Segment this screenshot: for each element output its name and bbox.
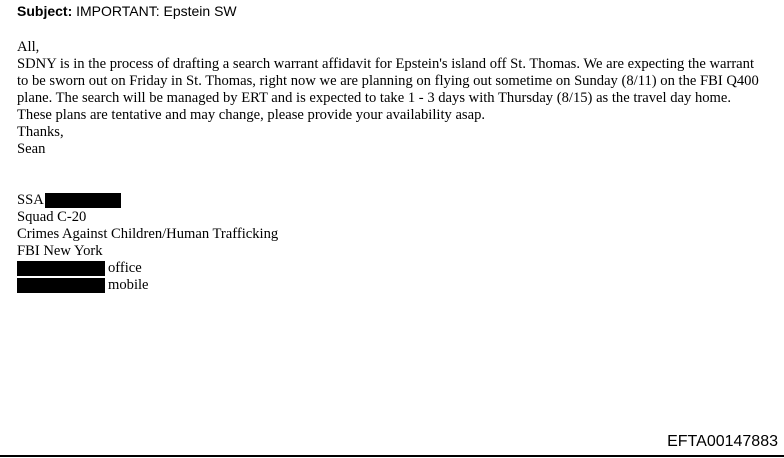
signature-block <box>17 192 278 294</box>
signature-office-name: FBI New York <box>17 243 103 259</box>
mobile-phone-label: mobile <box>108 277 149 293</box>
redaction-box-office-phone <box>17 261 105 276</box>
redaction-box-name <box>45 193 121 208</box>
email-body <box>17 39 762 158</box>
signature-office-phone-line <box>17 260 278 277</box>
greeting: All, <box>17 39 40 55</box>
redaction-box-mobile-phone <box>17 278 105 293</box>
signature-unit: Crimes Against Children/Human Trafficking <box>17 226 279 242</box>
sender-name: Sean <box>17 141 46 157</box>
message-paragraph: SDNY is in the process of drafting a search warrant affidavit for Epstein's island off St. Thomas. We are expecting the warrant to be sworn out on Friday in St. Thomas, right now we are planning on flying out sometime on Sunday (8/11) on the FBI Q400 plane. The search will be managed by ERT and is expected to take 1 - 3 days with Thursday (8/15) as the travel day home. These plans are tentative and may change, please provide your availability asap. <box>17 56 759 123</box>
signature-mobile-phone-line <box>17 277 278 294</box>
subject-label: Subject: <box>17 3 73 19</box>
closing: Thanks, <box>17 124 64 140</box>
email-subject-line <box>17 2 237 20</box>
office-phone-label: office <box>108 260 142 276</box>
signature-title: SSA <box>17 192 44 208</box>
subject-text: IMPORTANT: Epstein SW <box>76 3 237 19</box>
signature-title-line <box>17 192 278 209</box>
bates-number: EFTA00147883 <box>667 433 778 450</box>
signature-squad: Squad C-20 <box>17 209 87 225</box>
bottom-rule-divider <box>0 455 784 457</box>
